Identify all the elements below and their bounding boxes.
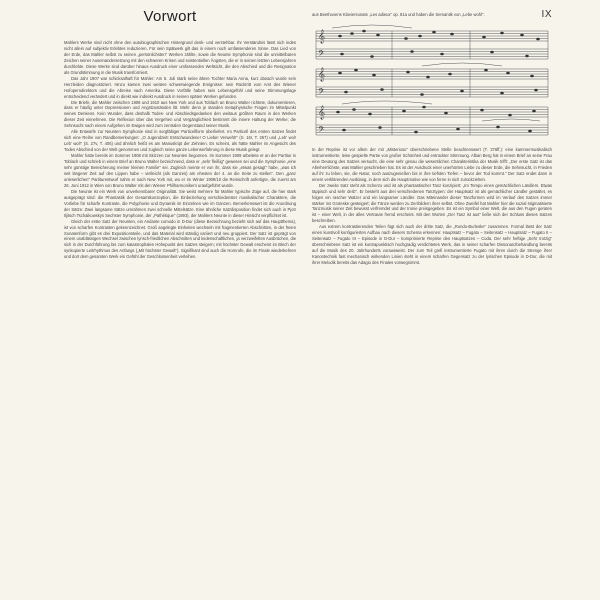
paragraph: Das Jahr 1907 war schicksalhaft für Mahler: Am 5. Juli starb seine ältere Tochter Maria Anna, kurz danach wurde sein Herzleiden diagnostiziert. Hinzu kamen zwei weitere schwerwiegende Ereignisse: sein Rücktritt vom Amt des Wiener Hofoperndirektors und die Abreise nach Amerika. Diese Vorfälle haben sein Lebensgefühl und seine Stimmungslage entscheidend verändert und in direkt wie indirekt Ausdruck in seinen späten Werken gefunden. bbox=[64, 75, 296, 99]
svg-text:𝄞: 𝄞 bbox=[318, 104, 326, 119]
svg-text:𝄞: 𝄞 bbox=[318, 28, 326, 43]
paragraph: Alle Entwürfe zur Neunten Symphonie sind in sorgfältiger Particellform überliefert. Im Particell des ersten Satzes findet sich eine Reihe von Randbemerkungen: „O Jugendzeit! Entschwundene! O Liebe! Verweht!" (S. 16r, T. 267) und „Leb' wol! Leb' wol!" (S. 27v, T. 406) und ähnlich heißt es am Manuskript der Zehnten. Es scheint, als hätte Mahler im Angesicht des Todes Abschied von der Welt genommen und zugleich seine ganze Lebenserfahrung in diese Musik gelegt. bbox=[64, 129, 296, 153]
page-title: Vorwort bbox=[143, 8, 197, 25]
paragraph: Gleich der erste Satz der Neunten, ein Andante comodo in D-Dur (diese Bezeichnung bezieht sich auf das Hauptthema), ist von scharfen Kontrasten gekennzeichnet. Groß angelegte Einheiten wechseln mit fragmentierten Abschnitten, in der freien Sonatenform gibt es drei Expositionsteile, und das Material wird ständig variiert und neu gruppiert. Der Satz ist geprägt von einem unablässigen Wechsel zwischen lyrisch-friedlichen Abschnitten und leidenschaftlichen, ja verzweifelten Ausbrüchen, die sich in der Durchführung bis zum katastrophalen Höhepunkt des Satzes steigern; mit höchster Gewalt erscheint im Blech der synkopierte Leitrhythmus des Anfangs („Mit höchster Gewalt"). Signifikant sind auch die Hornrufe, die im Finale wiederkehren und dort dem gesamten Werk ein Gefühl der Geschlossenheit verleihen. bbox=[64, 218, 296, 260]
right-text-column bbox=[312, 12, 552, 596]
music-score-excerpt bbox=[312, 23, 552, 141]
svg-text:𝄞: 𝄞 bbox=[318, 66, 326, 81]
staff-system bbox=[316, 28, 548, 59]
paragraph: Aus extrem kontrastierenden Teilen fügt sich auch der dritte Satz, die „Rondo-Burleske" zusammen. Formal lässt der Satz einen kunstvoll konfigurierten Aufbau nach diesem Schema erkennen: Hauptsatz – Fugato – Seitensatz – Hauptsatz – Fugato II – Seitensatz – Fugato III – Episode in D-Dur – komprimierte Reprise des Hauptsatzes – Coda. Der sehr heftige „Sehr trotzig" überschriebene Satz ist ein kontrapunktisch hochgradig verdichtetes Werk, das in seiner scharfen Dissonanzbehandlung bereits auf die Musik des 20. Jahrhunderts vorausweist. Der zum Teil grell instrumentierte Fugato mit ihren durch die Strenge ihrer Kanontechnik fast mechanisch wirkenden Linien steht in einem scharfen Gegensatz zu der lyrischen Episode in D-Dur, die mit ihrer Melodik bereits das Adagio des Finales vorwegnimmt. bbox=[312, 224, 552, 266]
paragraph: In der Reprise ist vor allem der mit „Misterioso" überschriebene Stelle beachtenswert (T. 376ff.): eine kammermusikalisch instrumentierte, leise gespielte Partie von großer Schönheit und entrückter Stimmung. Alban Berg hat in einem Brief an seine Frau eine Deutung des Satzes versucht, die eine sehr genau die wesentlichen Charakteristika der Musik trifft: „Der erste Satz ist das Allerherrlichste, was Mahler geschrieben hat. Es ist der Ausdruck einer unerhörten Liebe zu dieser Erde, die Sehnsucht, in Frieden auf ihr zu leben, sie, die Natur, noch auszugenießen bis in ihre tiefsten Tiefen – bevor der Tod kommt." Der Satz endet dann in einem verklärenden Ausklang, in dem sich die Hauptmotive wie von ferne in sich zurückziehen. bbox=[312, 146, 552, 182]
staff-system bbox=[316, 104, 548, 135]
svg-text:𝄢: 𝄢 bbox=[318, 87, 325, 99]
paragraph: Die Neunte ist ein Werk von unverkennbarer Originalität. Sie weist mehrere für Mahler typische Züge auf, die hier stark ausgeprägt sind: die Phantastik der Gesamtkonzeption, die Einbeziehung verschiedenster musikalischer Charaktere, die Vorliebe für scharfe Kontraste, die Polyphonie und Dynamik im Einzelnen wie im Ganzen. Bemerkenswert ist die Anordnung der Sätze: Zwei langsame Sätze umrahmen zwei schnelle Mittelsätze. Eine ähnliche Satzdisposition findet sich auch in Pjotr Iljitsch Tschaikowskys Sechster Symphonie, der „Pathétique" (1893), der Mahlers Neunte in dieser Hinsicht verpflichtet ist. bbox=[64, 188, 296, 218]
paragraph: Mahler hatte bereits im Sommer 1908 mit Skizzen zur Neunten begonnen. Im Sommer 1909 arbeitete er an der Partitur in Toblach und schrieb in einem Brief an Bruno Walter bezeichnend, dass er „sehr fleißig" gewesen sei und die Symphonie „eine sehr günstige Bereicherung meiner kleinen Familie" sei. Zugleich meinte er von ihr, dass sie „etwas gesagt" habe, „was ich seit längerer Zeit auf den Lippen habe – vielleicht (als Ganzes) am ehesten der 4. an die Seite zu stellen". Den „ganz unleserlichen" Partiturentwurf nahm er nach New York mit, wo er im Winter 1909/10 die Reinschrift anfertigte, die zuerst am 26. Juni 1912 in Wien von Bruno Walter mit den Wiener Philharmonikern uraufgeführt wurde. bbox=[64, 153, 296, 188]
paragraph: Der zweite Satz steht als Scherzo und ist als phantastischer Tanz konzipiert: „Im Tempo eines gemächlichen Ländlers. Etwas täppisch und sehr derb". Er besteht aus drei verschiedenen Tanztypen: der Hauptsatz ist als gemächlicher Ländler gestaltet, es folgen ein rascher Walzer und ein langsamer Ländler. Das Miteinander dieser Tanzformen wird im Verlauf des Satzes immer stärker ins Groteske gesteigert; die Tänze werden zu Zerrbildern ihrer selbst. Ohne Zweifel hat Mahler hier die sozial stigmatisierte Tanzmusik seiner Zeit bewusst verfremdet und der Ironie preisgegeben. Es ist ein Symbol einer Welt, die aus den Fugen geraten ist – einer Welt, in der alles Vertraute fremd erscheint. Mit den Worten „Der Tanz ist aus" ließe sich der Schluss dieses Satzes beschreiben. bbox=[312, 182, 552, 224]
paragraph: Die Briefe, die Mahler zwischen 1908 und 1910 aus New York und aus Toblach an Bruno Walter richtete, dokumentieren, dass er häufig unter Depressionen und Angstzuständen litt. Mehr denn je standen metaphysische Fragen im Mittelpunkt seines Denkens. Kein Wunder, dass deshalb Todes- und Abschiedsgedanken den weitaus größten Raum in den Werken dieser Zeit einnehmen. Die Reflexion über das Vergehen und Vergänglichkeit bestimmt die innere Haltung der Werke; die Sehnsucht nach einem Aufgehen im Ewigen wird zum zentralen Gegenstand seiner Musik. bbox=[64, 99, 296, 129]
left-text-column bbox=[64, 40, 296, 590]
paragraph: aus Beethovens Klaviersonate „Les adieux" op. 81a und haben die Semantik von „Lebe wohl". bbox=[312, 12, 485, 17]
page-number: IX bbox=[541, 9, 552, 20]
staff-system bbox=[316, 66, 548, 97]
paragraph: Mahlers Werke sind nicht ohne den autobiographischen Hintergrund denk- und verstehbar. Ihr Verständnis lässt sich indes nicht allein auf subjektiv Erlebtes reduzieren. Für sein Spätwerk gilt das in einem noch umfassenderen Sinne. Das Lied von der Erde, das Mahler selbst zu seinen „persönlichsten" Werken zählte, sowie die Neunte Symphonie sind die unmittelbaren Zeichen seiner Auseinandersetzung mit den schweren Krisen und existentiellen Ängsten, die er in seinen letzten Lebensjahren durchlebte. Diese Werke sind darüber hinaus Ausdruck einer umfassenden Weltsicht, die den Abschied und die Resignation als Grundstimmung in die Musik transformiert. bbox=[64, 40, 296, 75]
svg-text:𝄢: 𝄢 bbox=[318, 125, 325, 137]
svg-text:𝄢: 𝄢 bbox=[318, 49, 325, 61]
